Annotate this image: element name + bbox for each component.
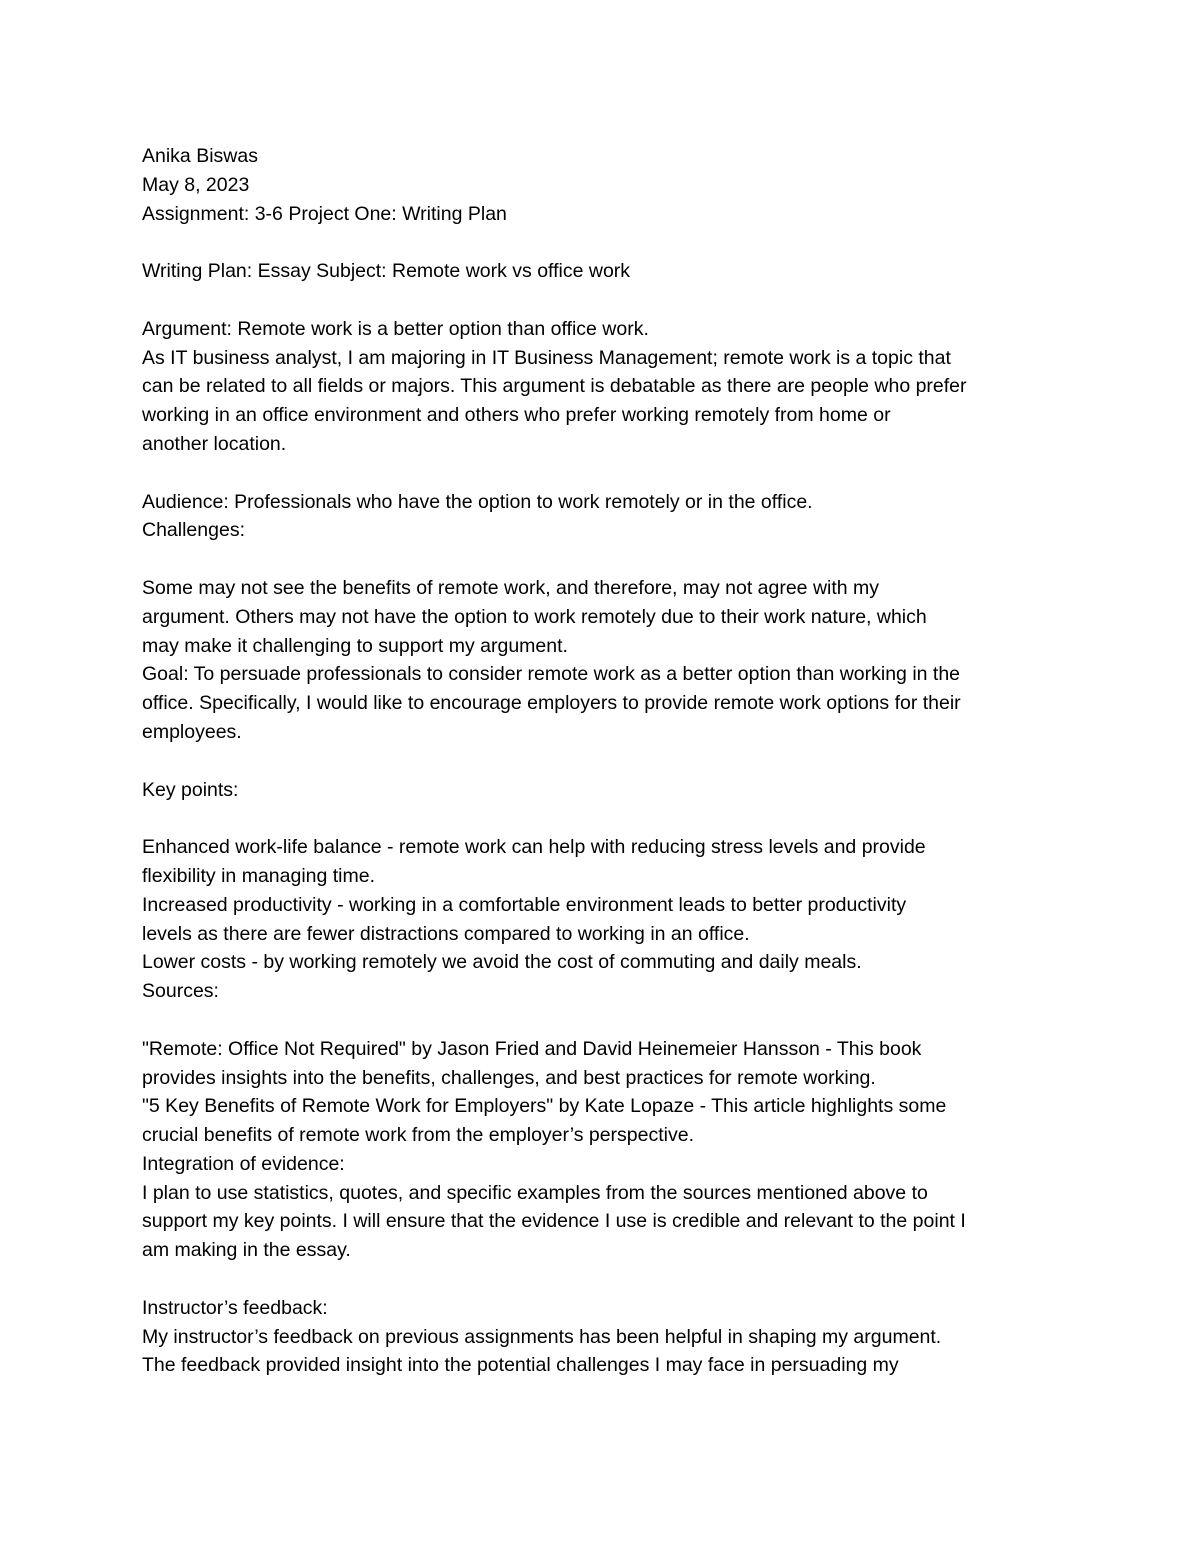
key-point-line: Increased productivity - working in a comfortable environment leads to better productivity <box>142 893 907 916</box>
spacer <box>142 1265 1072 1294</box>
spacer <box>142 286 1072 315</box>
key-point-line: Enhanced work-life balance - remote work can help with reducing stress levels and provide <box>142 836 926 859</box>
source-line: "Remote: Office Not Required" by Jason Fried and David Heinemeier Hansson - This book <box>142 1037 922 1060</box>
argument-line: working in an office environment and others who prefer working remotely from home or <box>142 404 891 427</box>
challenges-label: Challenges: <box>142 519 245 542</box>
argument-line: As IT business analyst, I am majoring in IT Business Management; remote work is a topic that <box>142 346 951 369</box>
evidence-line: I plan to use statistics, quotes, and specific examples from the sources mentioned above to <box>142 1181 928 1204</box>
key-points-label: Key points: <box>142 778 239 801</box>
challenges-line: may make it challenging to support my argument. <box>142 634 568 657</box>
spacer <box>142 747 1072 776</box>
audience-line: Audience: Professionals who have the option to work remotely or in the office. <box>142 490 813 513</box>
document-body <box>142 142 1072 1380</box>
spacer <box>142 459 1072 488</box>
spacer <box>142 545 1072 574</box>
key-point-line: levels as there are fewer distractions compared to working in an office. <box>142 922 750 945</box>
argument-heading: Argument: Remote work is a better option than office work. <box>142 317 649 340</box>
challenges-line: argument. Others may not have the option to work remotely due to their work nature, which <box>142 605 927 628</box>
spacer <box>142 1006 1072 1035</box>
feedback-label: Instructor’s feedback: <box>142 1296 328 1319</box>
author-name: Anika Biswas <box>142 145 258 167</box>
spacer <box>142 228 1072 257</box>
argument-line: can be related to all fields or majors. This argument is debatable as there are people who prefer <box>142 375 967 398</box>
assignment-title: Assignment: 3-6 Project One: Writing Plan <box>142 202 507 225</box>
goal-line: office. Specifically, I would like to encourage employers to provide remote work options for their <box>142 692 961 715</box>
source-line: provides insights into the benefits, challenges, and best practices for remote working. <box>142 1066 876 1089</box>
essay-subject: Writing Plan: Essay Subject: Remote work vs office work <box>142 260 631 283</box>
key-point-line: Lower costs - by working remotely we avoid the cost of commuting and daily meals. <box>142 951 862 974</box>
challenges-line: Some may not see the benefits of remote work, and therefore, may not agree with my <box>142 576 880 599</box>
evidence-line: am making in the essay. <box>142 1239 351 1262</box>
key-point-line: flexibility in managing time. <box>142 864 376 887</box>
evidence-line: support my key points. I will ensure that the evidence I use is credible and relevant to the point I <box>142 1210 966 1233</box>
sources-label: Sources: <box>142 980 219 1003</box>
feedback-line: My instructor’s feedback on previous assignments has been helpful in shaping my argument. <box>142 1325 942 1348</box>
feedback-line: The feedback provided insight into the potential challenges I may face in persuading my <box>142 1354 899 1377</box>
goal-line: employees. <box>142 720 242 743</box>
argument-line: another location. <box>142 432 287 455</box>
spacer <box>142 804 1072 833</box>
source-line: crucial benefits of remote work from the employer’s perspective. <box>142 1124 695 1147</box>
document-date: May 8, 2023 <box>142 173 250 196</box>
goal-line: Goal: To persuade professionals to consider remote work as a better option than working in the <box>142 663 961 686</box>
evidence-label: Integration of evidence: <box>142 1152 345 1175</box>
source-line: "5 Key Benefits of Remote Work for Employers" by Kate Lopaze - This article highlights some <box>142 1095 947 1118</box>
